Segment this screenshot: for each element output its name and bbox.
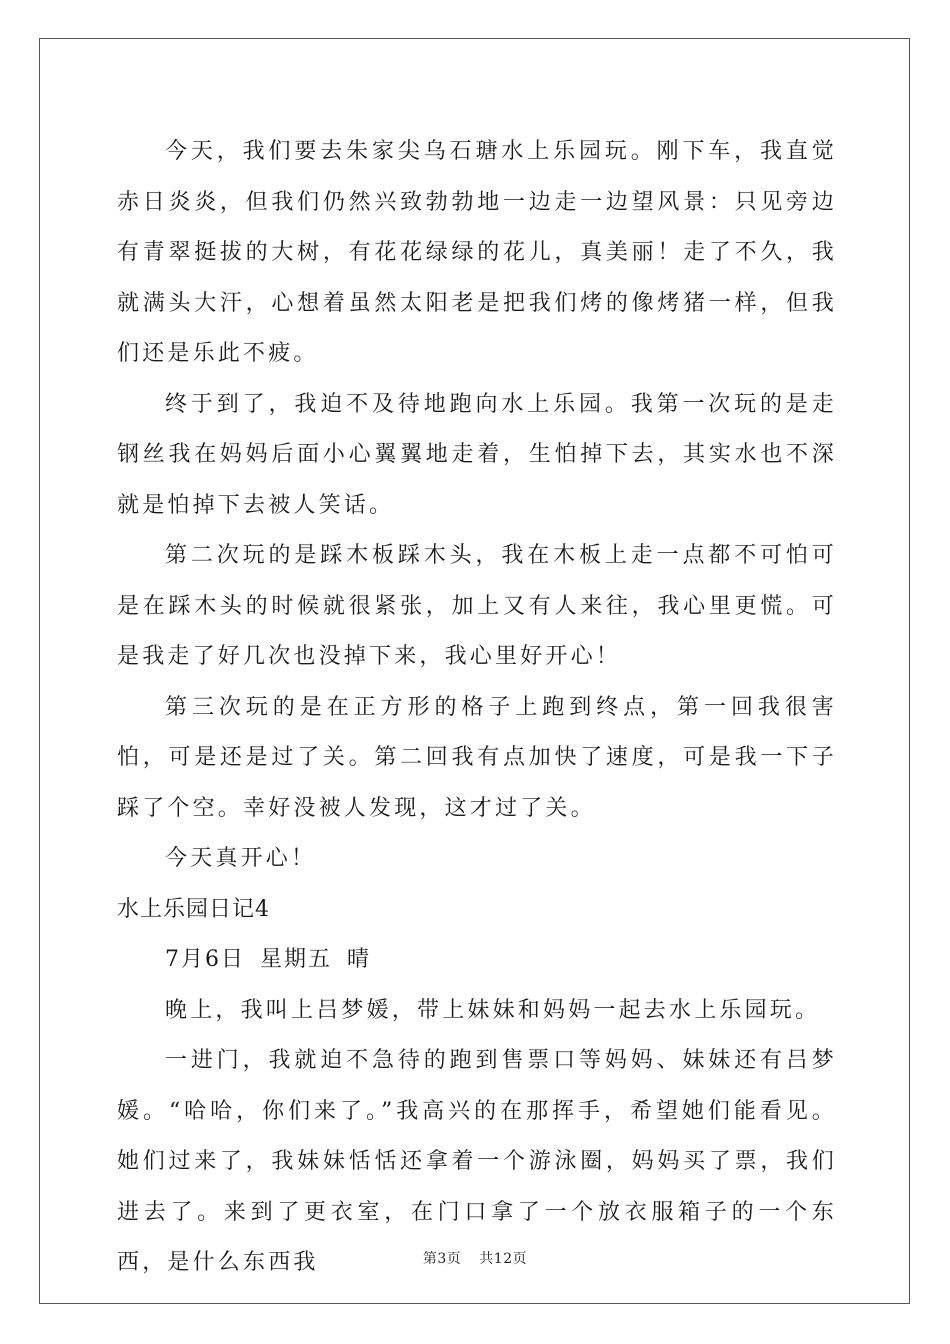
page-total: 共12页: [479, 1251, 528, 1267]
date-line: 7月6日 星期五 晴: [165, 947, 371, 972]
paragraph-2: 终于到了，我迫不及待地跑向水上乐园。我第一次玩的是走钢丝我在妈妈后面小心翼翼地走着，生怕掉下去，其实水也不深就是怕掉下去被人笑话。: [117, 391, 837, 518]
paragraph-7: 一进门，我就迫不急待的跑到售票口等妈妈、妹妹还有吕梦媛。“哈哈，你们来了。”我高兴的在那挥手，希望她们能看见。她们过来了，我妹妹恬恬还拿着一个游泳圈，妈妈买了票，我们进去了。来到了更衣室，在门口拿了一个放衣服箱子的一个东西，是什么东西我: [117, 1048, 837, 1275]
paragraph-5: 今天真开心！: [165, 846, 317, 871]
page-number: 第3页: [422, 1251, 462, 1267]
paragraph-6: 晚上，我叫上吕梦媛，带上妹妹和妈妈一起去水上乐园玩。: [165, 997, 821, 1023]
paragraph-1: 今天，我们要去朱家尖乌石瑭水上乐园玩。刚下车，我直觉赤日炎炎，但我们仍然兴致勃勃地一边走一边望风景：只见旁边有青翠挺拔的大树，有花花绿绿的花儿，真美丽！走了不久，我就满头大汗，心想着虽然太阳老是把我们烤的像烤猪一样，但我们还是乐此不疲。: [117, 139, 837, 366]
paragraph-4: 第三次玩的是在正方形的格子上跑到终点，第一回我很害怕，可是还是过了关。第二回我有点加快了速度，可是我一下子踩了个空。幸好没被人发现，这才过了关。: [117, 694, 837, 821]
section-title: 水上乐园日记4: [117, 896, 270, 922]
page-footer: [0, 1248, 950, 1268]
paragraph-3: 第二次玩的是踩木板踩木头，我在木板上走一点都不可怕可是在踩木头的时候就很紧张，加上又有人来往，我心里更慌。可是我走了好几次也没掉下来，我心里好开心！: [117, 543, 837, 669]
document-body: [117, 127, 837, 1289]
